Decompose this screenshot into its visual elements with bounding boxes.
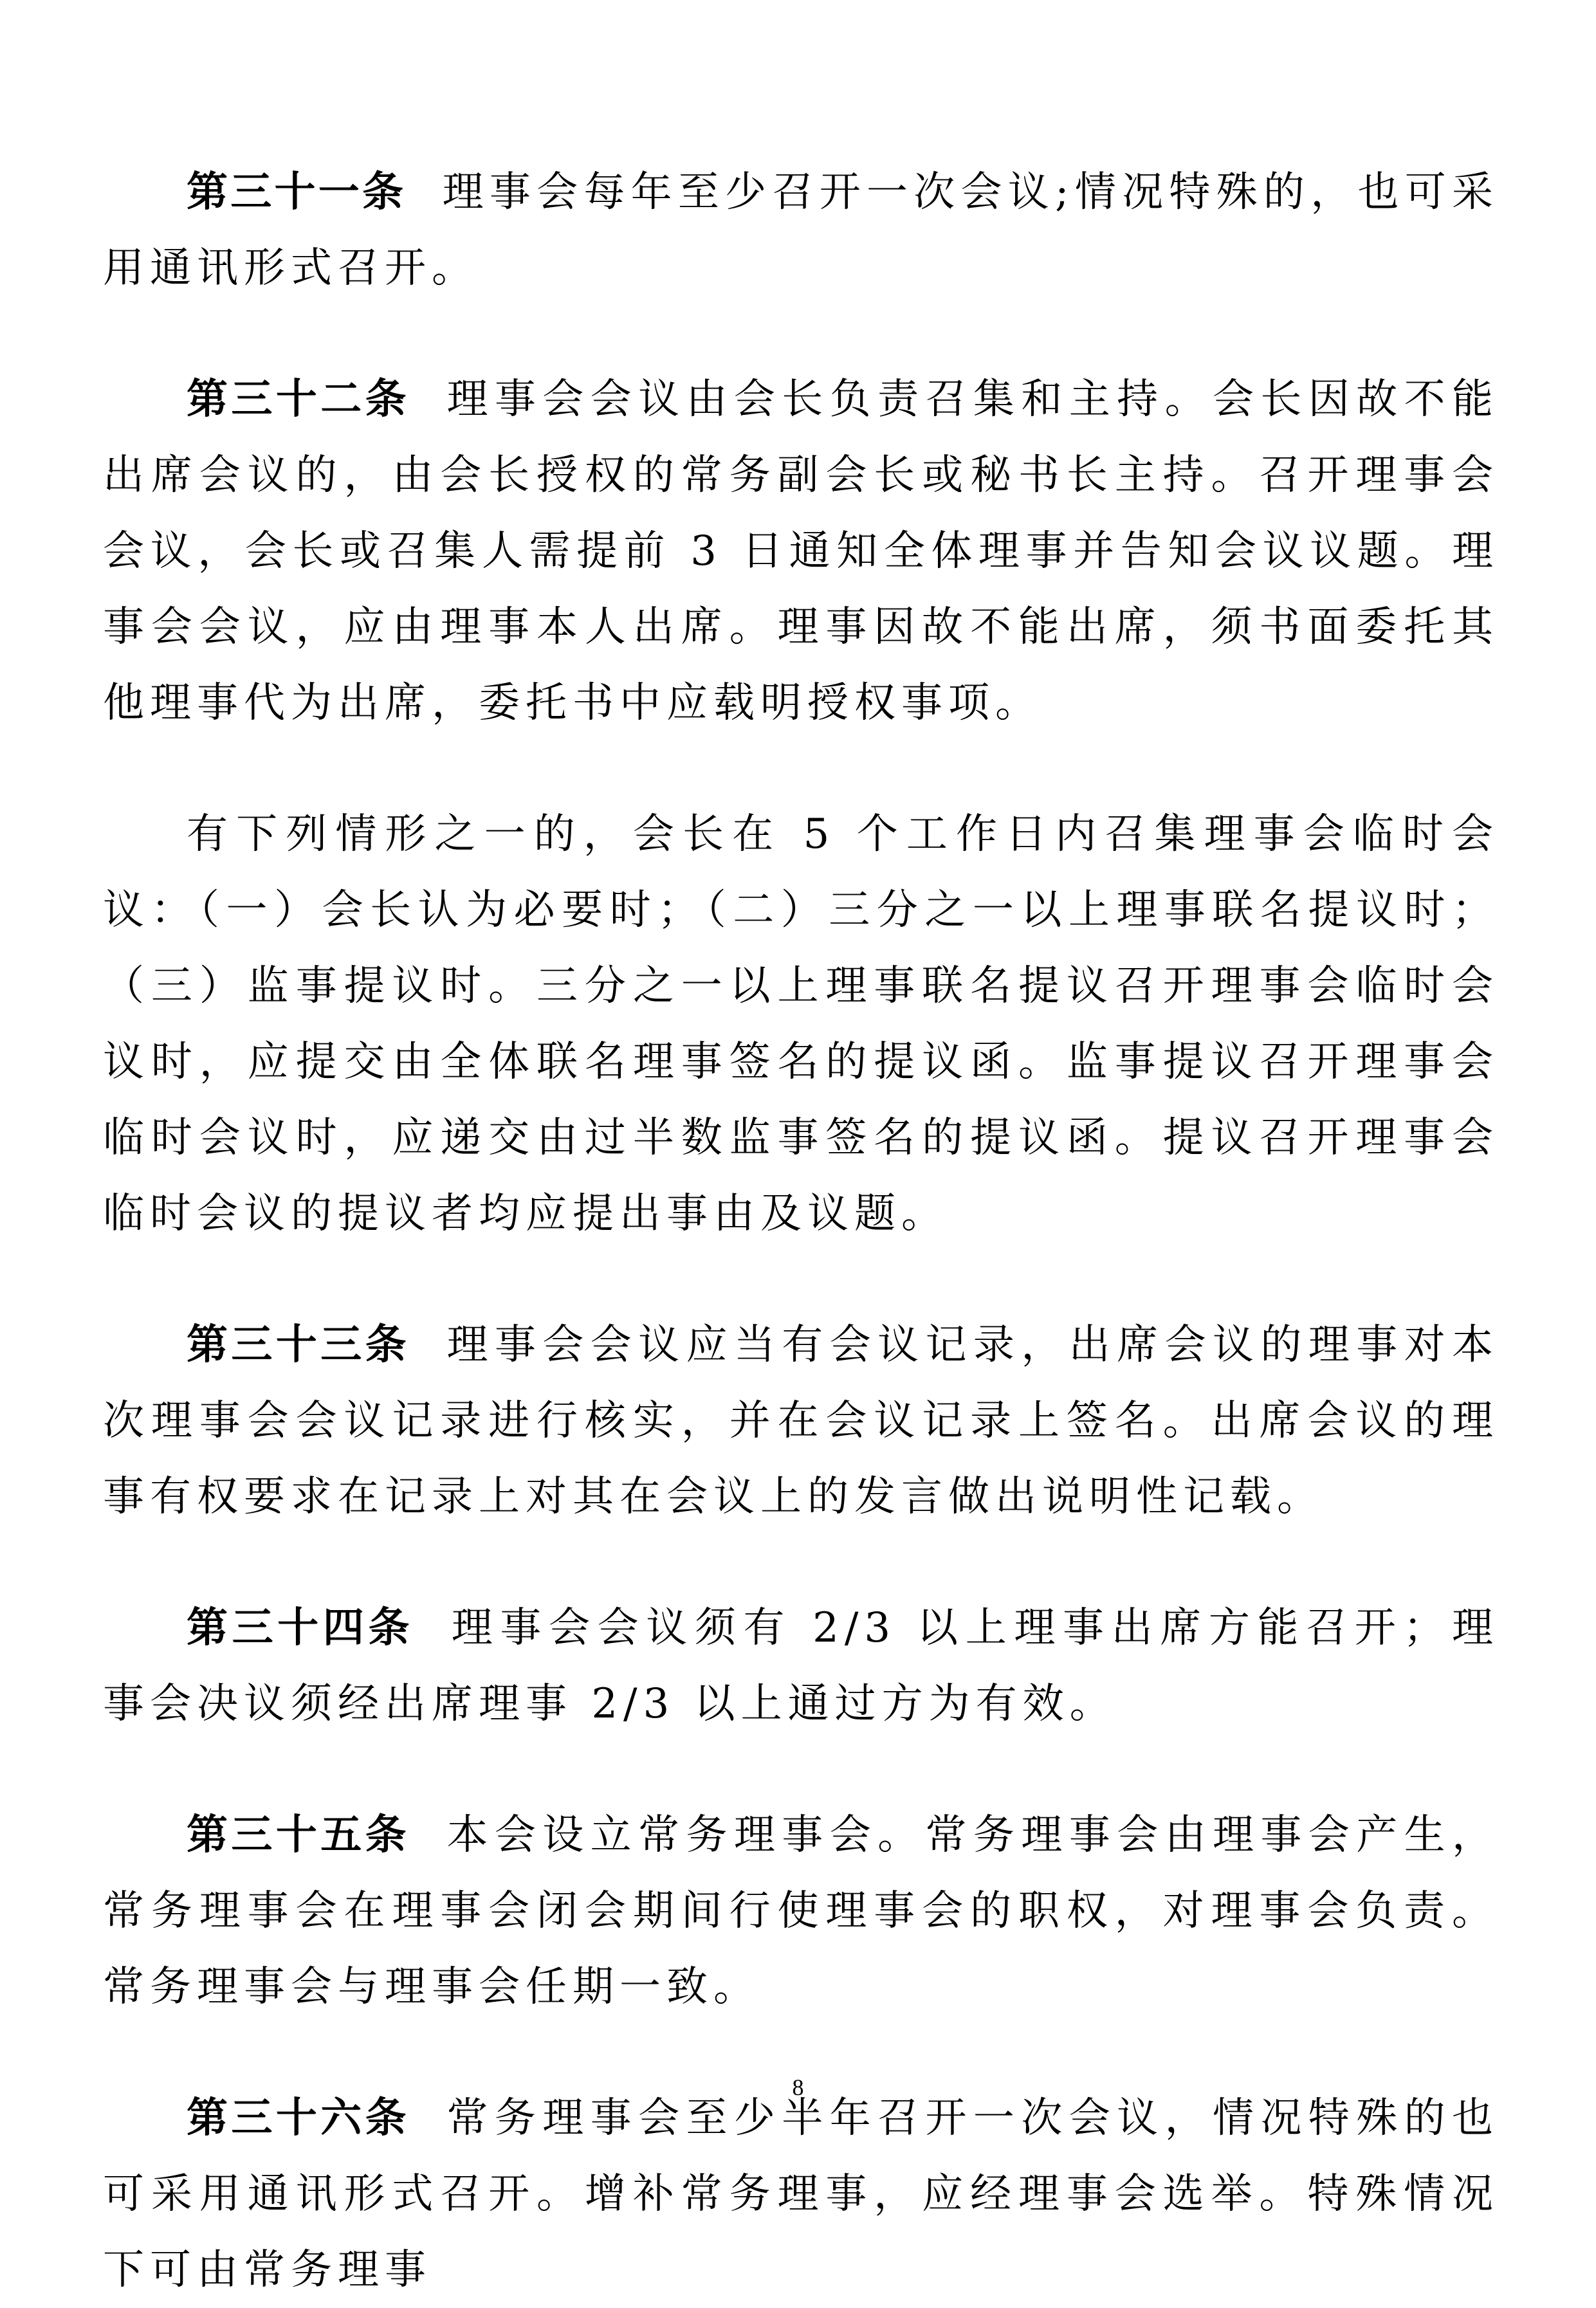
article-33-text: 理事会会议应当有会议记录，出席会议的理事对本次理事会会议记录进行核实，并在会议记录上签名。出席会议的理事有权要求在记录上对其在会议上的发言做出说明性记载。 [103,1321,1500,1521]
article-31-text: 理事会每年至少召开一次会议;情况特殊的，也可采用通讯形式召开。 [103,169,1499,292]
article-36-paragraph [103,2080,1499,2308]
article-34-text: 理事会会议须有 2/3 以上理事出席方能召开；理事会决议须经出席理事 2/3 以上通过方为有效。 [103,1604,1500,1728]
page-number: 8 [792,2074,804,2100]
article-32-continuation-paragraph [103,796,1499,1252]
article-33-paragraph [103,1307,1499,1535]
article-36-heading: 第三十六条 [187,2094,410,2142]
article-35-paragraph [103,1797,1499,2025]
document-body [103,154,1499,2308]
article-31-paragraph [103,154,1499,306]
article-32-heading: 第三十二条 [187,376,410,423]
article-32-continuation-text: 有下列情形之一的，会长在 5 个工作日内召集理事会临时会议：（一）会长认为必要时；（二）三分之一以上理事联名提议时；（三）监事提议时。三分之一以上理事联名提议召开理事会临时会议时，应提交由全体联名理事签名的提议函。监事提议召开理事会临时会议时，应递交由过半数监事签名的提议函。提议召开理事会临时会议的提议者均应提出事由及议题。 [103,811,1499,1238]
article-36-text: 常务理事会至少半年召开一次会议，情况特殊的也可采用通讯形式召开。增补常务理事，应经理事会选举。特殊情况下可由常务理事 [103,2094,1500,2294]
article-35-text: 本会设立常务理事会。常务理事会由理事会产生，常务理事会在理事会闭会期间行使理事会的职权，对理事会负责。常务理事会与理事会任期一致。 [103,1811,1500,2011]
article-32-paragraph [103,362,1499,741]
article-32-text: 理事会会议由会长负责召集和主持。会长因故不能出席会议的，由会长授权的常务副会长或秘书长主持。召开理事会会议，会长或召集人需提前 3 日通知全体理事并告知会议议题。理事会会议，应由理事本人出席。理事因故不能出席，须书面委托其他理事代为出席，委托书中应载明授权事项。 [103,376,1500,727]
article-31-heading: 第三十一条 [187,169,407,216]
article-35-heading: 第三十五条 [187,1811,410,1859]
article-34-heading: 第三十四条 [187,1604,414,1652]
article-34-paragraph [103,1590,1499,1742]
article-33-heading: 第三十三条 [187,1321,410,1369]
